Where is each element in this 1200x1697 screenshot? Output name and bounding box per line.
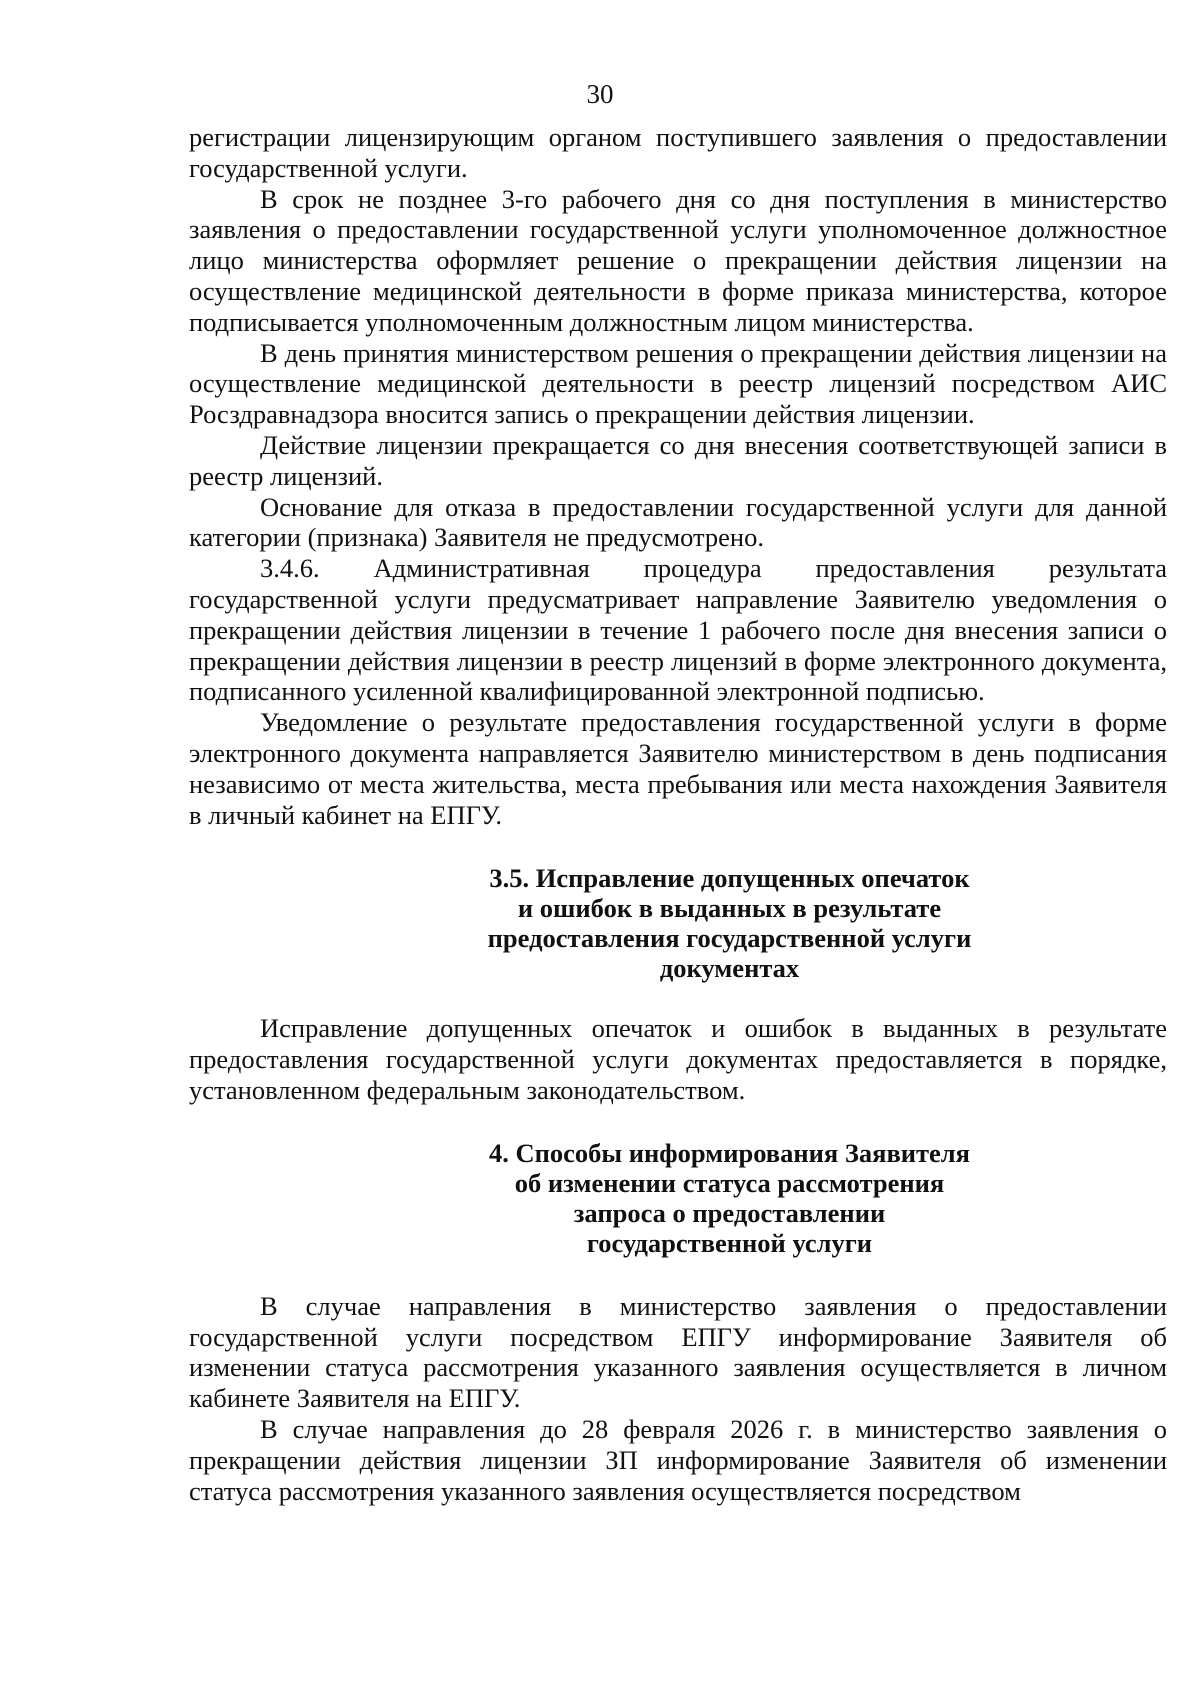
paragraph-license-termination: Действие лицензии прекращается со дня внесения соответствующей записи в реестр лицензий. bbox=[189, 429, 1167, 491]
section-heading-4 bbox=[189, 1138, 1167, 1258]
heading-line: об изменении статуса рассмотрения bbox=[514, 1167, 945, 1198]
document-body bbox=[189, 122, 1167, 1506]
paragraph-decision-deadline: В срок не позднее 3-го рабочего дня со дня поступления в министерство заявления о предоставлении государственной услуги уполномоченное должностное лицо министерства оформляет решение о прекращении действия лицензии на осуществление медицинской деятельности в форме приказа министерства, которое подписывается уполномоченным должностным лицом министерства. bbox=[189, 183, 1167, 337]
paragraph-notification: Уведомление о результате предоставления государственной услуги в форме электронного документа направляется Заявителю министерством в день подписания независимо от места жительства, места пребывания или места нахождения Заявителя в личный кабинет на ЕПГУ. bbox=[189, 707, 1167, 830]
heading-line: государственной услуги bbox=[586, 1227, 873, 1258]
heading-line: запроса о предоставлении bbox=[573, 1197, 886, 1228]
paragraph-corrections: Исправление допущенных опечаток и ошибок в выданных в результате предоставления государственной услуги документах предоставляется в порядке, установленном федеральным законодательством. bbox=[189, 1013, 1167, 1105]
paragraph-refusal-grounds: Основание для отказа в предоставлении государственной услуги для данной категории (признака) Заявителя не предусмотрено. bbox=[189, 491, 1167, 553]
heading-line: документах bbox=[659, 953, 800, 984]
section-heading-3-5 bbox=[189, 863, 1167, 983]
heading-line: 4. Способы информирования Заявителя bbox=[488, 1137, 971, 1168]
paragraph-epgu-informing: В случае направления в министерство заявления о предоставлении государственной услуги посредством ЕПГУ информирование Заявителя об изменении статуса рассмотрения указанного заявления осуществляется в личном кабинете Заявителя на ЕПГУ. bbox=[189, 1290, 1167, 1414]
heading-line: и ошибок в выданных в результате bbox=[517, 893, 942, 924]
heading-line: предоставления государственной услуги bbox=[487, 923, 972, 954]
page-number: 30 bbox=[586, 79, 614, 109]
paragraph-registry-entry: В день принятия министерством решения о прекращении действия лицензии на осуществление медицинской деятельности в реестр лицензий посредством АИС Росздравнадзора вносится запись о прекращении действия лицензии. bbox=[189, 337, 1167, 430]
paragraph-registration-end: регистрации лицензирующим органом поступившего заявления о предоставлении государственной услуги. bbox=[189, 122, 1167, 183]
paragraph-deadline-2026: В случае направления до 28 февраля 2026 г. в министерство заявления о прекращении действия лицензии ЗП информирование Заявителя об изменении статуса рассмотрения указанного заявления осуществляется посредством bbox=[189, 1413, 1167, 1506]
heading-line: 3.5. Исправление допущенных опечаток bbox=[489, 863, 970, 894]
paragraph-3-4-6: 3.4.6. Административная процедура предоставления результата государственной услуги предусматривает направление Заявителю уведомления о прекращении действия лицензии в течение 1 рабочего после дня внесения записи о прекращении действия лицензии в реестр лицензий в форме электронного документа, подписанного усиленной квалифицированной электронной подписью. bbox=[189, 553, 1167, 707]
